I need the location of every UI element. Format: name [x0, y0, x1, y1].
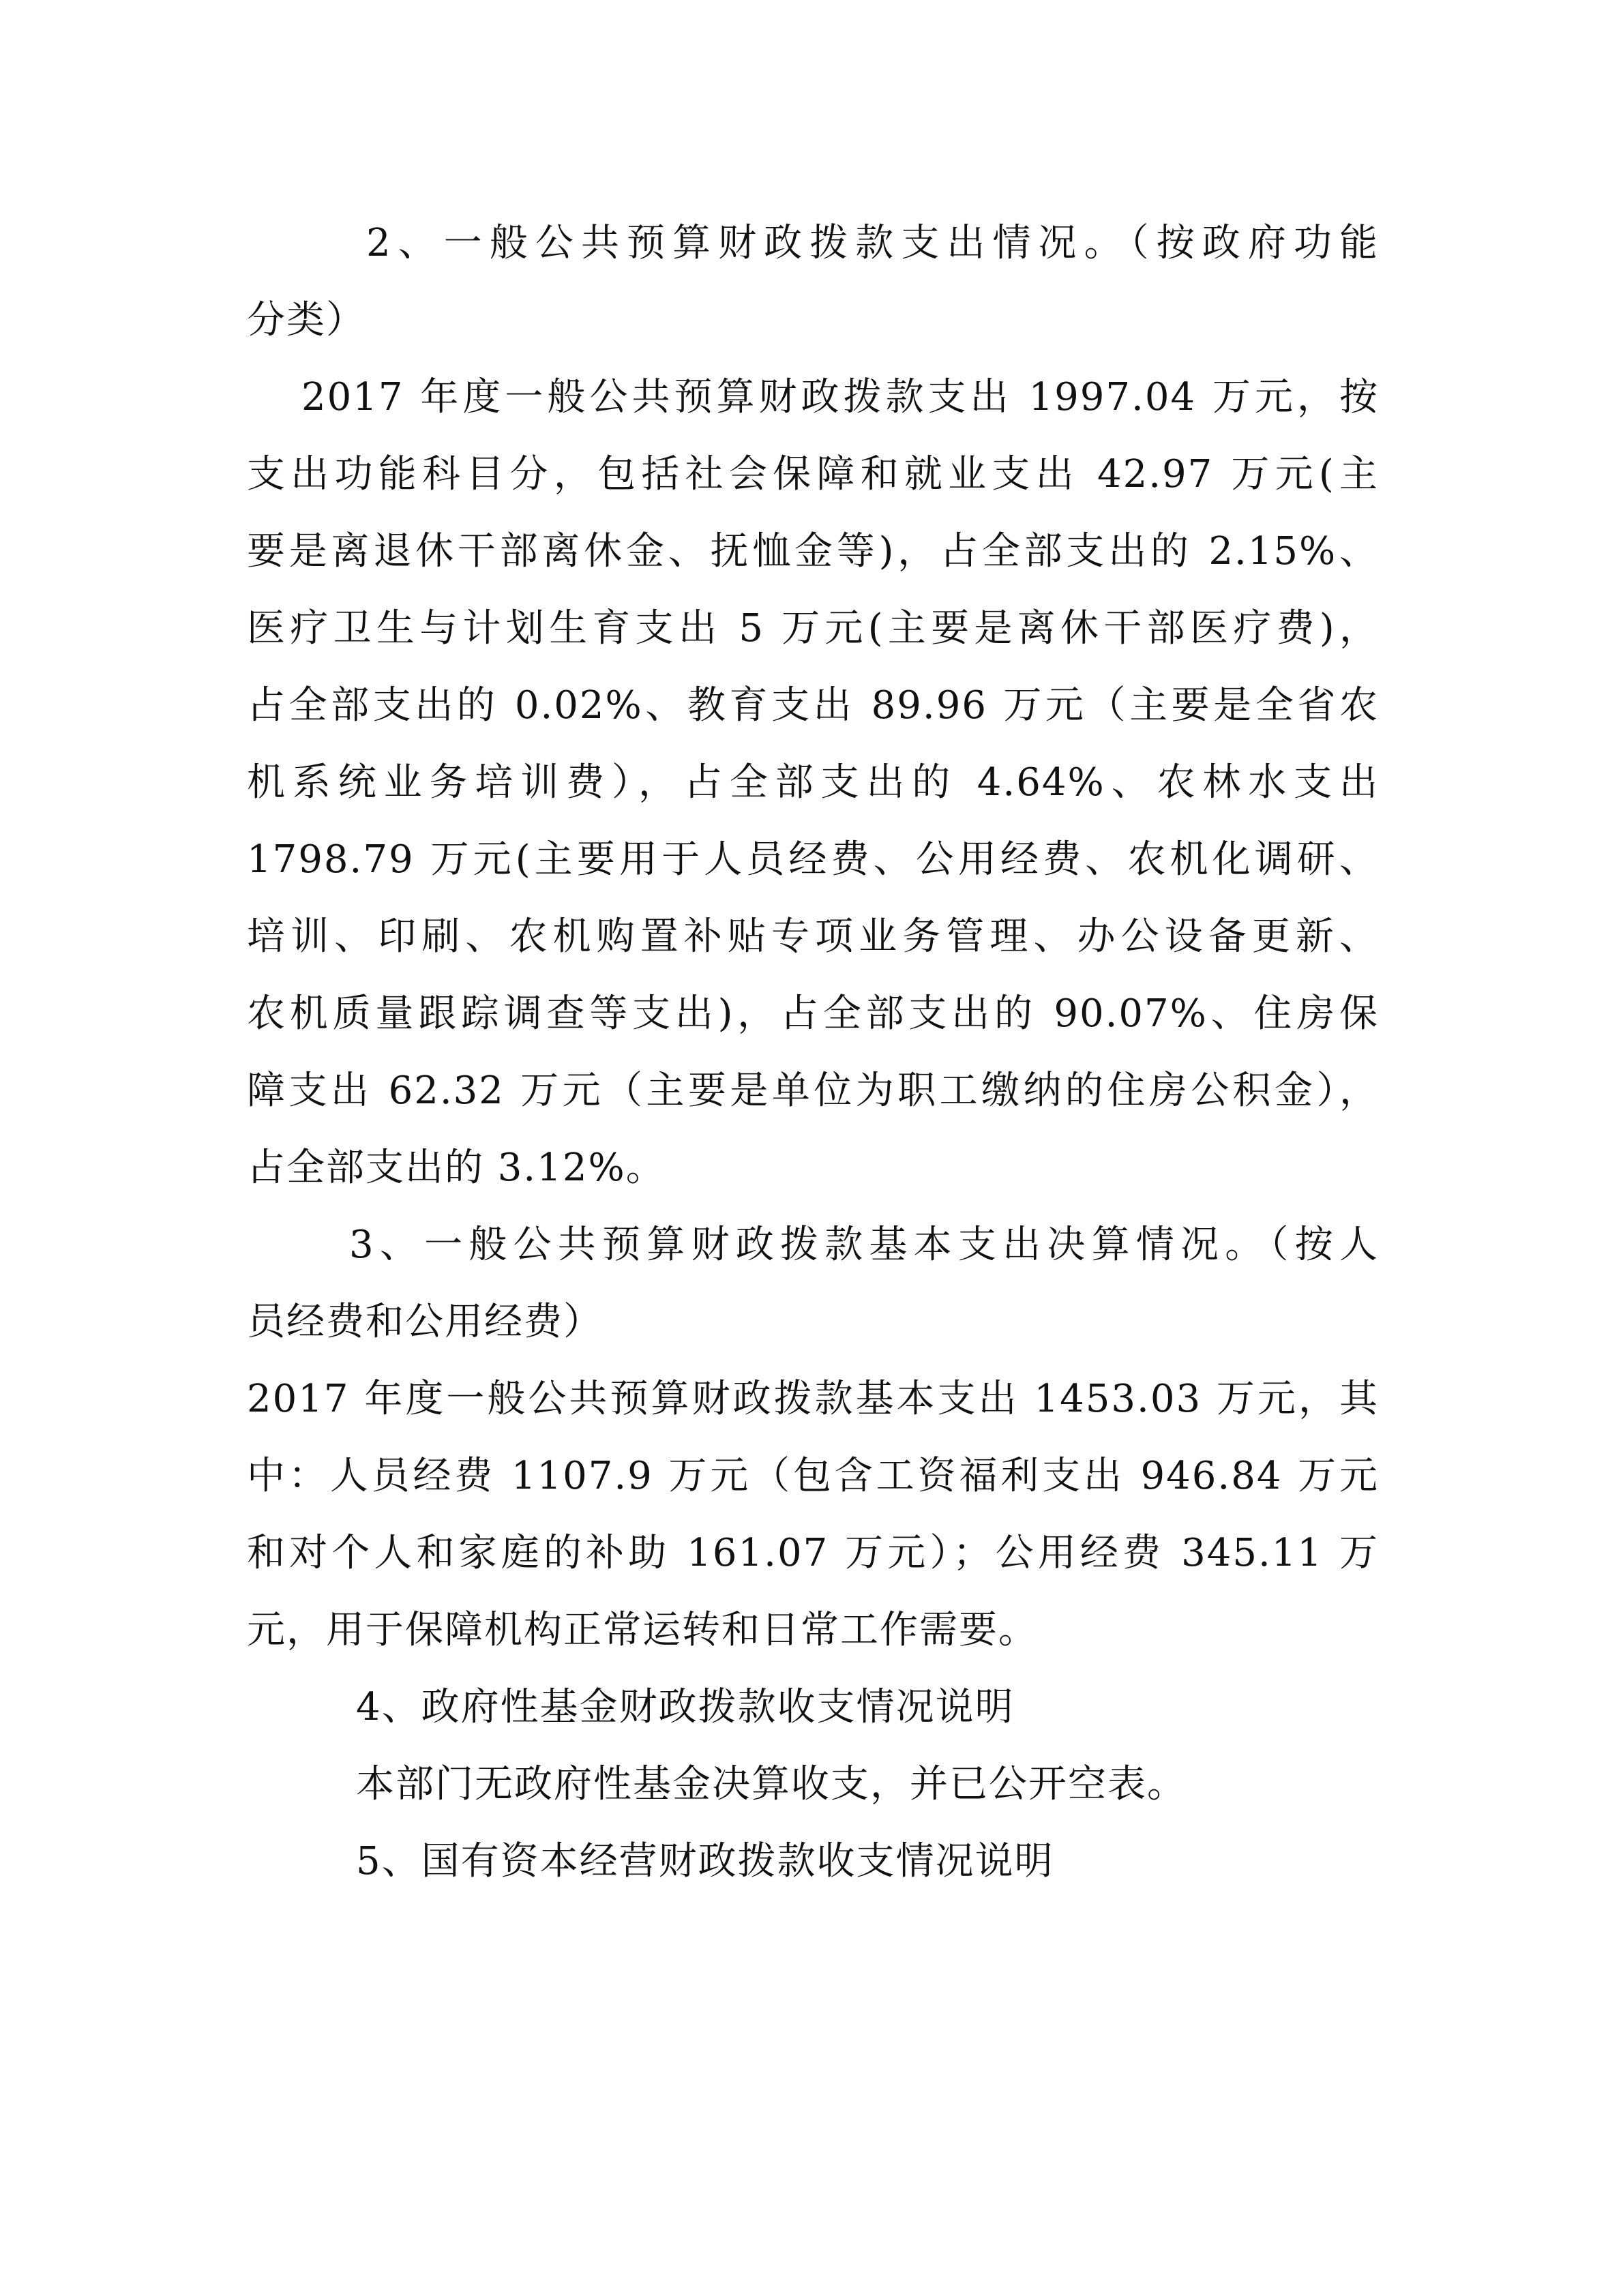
paragraph-line: 医疗卫生与计划生育支出 5 万元(主要是离休干部医疗费)， [247, 606, 1379, 651]
document-body [247, 205, 1379, 1900]
paragraph-line: 支出功能科目分，包括社会保障和就业支出 42.97 万元(主 [247, 452, 1379, 496]
section-heading-2: 2、一般公共预算财政拨款支出情况。（按政府功能 [366, 221, 1379, 265]
paragraph-line: 1798.79 万元(主要用于人员经费、公用经费、农机化调研、 [247, 837, 1379, 882]
section-heading-2-continued: 分类） [247, 298, 366, 342]
paragraph-line: 占全部支出的 0.02%、教育支出 89.96 万元（主要是全省农 [247, 683, 1379, 728]
section-heading-3-continued: 员经费和公用经费） [247, 1300, 603, 1344]
paragraph-line: 占全部支出的 3.12%。 [247, 1146, 666, 1190]
section-4-statement: 本部门无政府性基金决算收支，并已公开空表。 [356, 1762, 1187, 1806]
section-heading-4: 4、政府性基金财政拨款收支情况说明 [356, 1685, 1015, 1729]
paragraph-line: 2017 年度一般公共预算财政拨款支出 1997.04 万元，按 [301, 375, 1379, 419]
paragraph-line: 元，用于保障机构正常运转和日常工作需要。 [247, 1608, 1038, 1652]
paragraph-line: 农机质量跟踪调查等支出)，占全部支出的 90.07%、住房保 [247, 992, 1379, 1036]
paragraph-line: 要是离退休干部离休金、抚恤金等)，占全部支出的 2.15%、 [247, 529, 1379, 573]
paragraph-line: 培训、印刷、农机购置补贴专项业务管理、办公设备更新、 [247, 914, 1379, 959]
paragraph-line: 和对个人和家庭的补助 161.07 万元）；公用经费 345.11 万 [247, 1531, 1379, 1575]
paragraph-line: 机系统业务培训费），占全部支出的 4.64%、农林水支出 [247, 760, 1379, 805]
section-heading-5: 5、国有资本经营财政拨款收支情况说明 [356, 1839, 1054, 1883]
paragraph-line: 障支出 62.32 万元（主要是单位为职工缴纳的住房公积金）， [247, 1069, 1379, 1113]
paragraph-line: 中：人员经费 1107.9 万元（包含工资福利支出 946.84 万元 [247, 1454, 1379, 1498]
paragraph-line: 2017 年度一般公共预算财政拨款基本支出 1453.03 万元，其 [247, 1377, 1379, 1421]
section-heading-3: 3、一般公共预算财政拨款基本支出决算情况。（按人 [349, 1223, 1379, 1267]
